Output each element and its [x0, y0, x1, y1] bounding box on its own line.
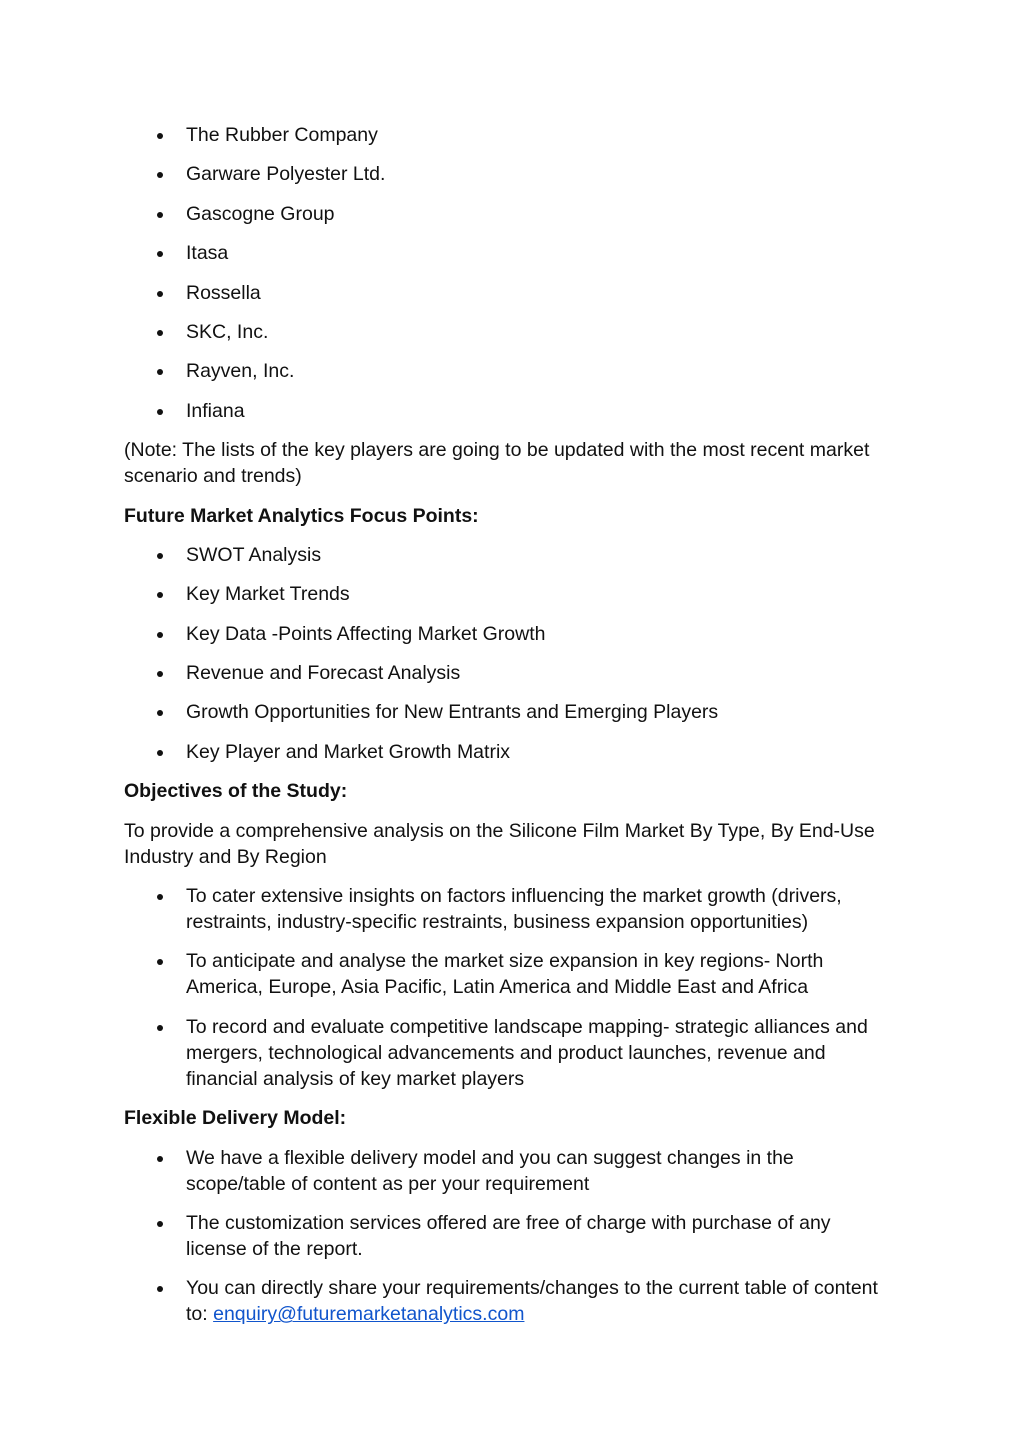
company-item: Garware Polyester Ltd.	[124, 161, 894, 187]
delivery-item: We have a flexible delivery model and you can suggest changes in the scope/table of content as per your requirement	[124, 1145, 894, 1197]
company-item: The Rubber Company	[124, 122, 894, 148]
objective-item: To record and evaluate competitive landscape mapping- strategic alliances and mergers, technological advancements and product launches, revenue and financial analysis of key market players	[124, 1014, 894, 1092]
objectives-heading: Objectives of the Study:	[124, 780, 348, 803]
company-item: Rossella	[124, 280, 894, 306]
objectives-list	[124, 883, 894, 1092]
focus-point-item: Revenue and Forecast Analysis	[124, 660, 894, 686]
focus-point-item: Key Player and Market Growth Matrix	[124, 739, 894, 765]
focus-point-item: SWOT Analysis	[124, 542, 894, 568]
key-players-note: (Note: The lists of the key players are going to be updated with the most recent market scenario and trends)	[124, 439, 870, 488]
focus-point-item: Growth Opportunities for New Entrants and Emerging Players	[124, 699, 894, 725]
focus-point-item: Key Data -Points Affecting Market Growth	[124, 621, 894, 647]
company-list	[124, 122, 894, 424]
delivery-list	[124, 1145, 894, 1328]
company-item: SKC, Inc.	[124, 319, 894, 345]
company-item: Infiana	[124, 398, 894, 424]
delivery-item-contact	[124, 1275, 894, 1327]
objectives-intro: To provide a comprehensive analysis on the Silicone Film Market By Type, By End-Use Industry and By Region	[124, 819, 875, 868]
focus-points-heading: Future Market Analytics Focus Points:	[124, 504, 479, 527]
objective-item: To anticipate and analyse the market size expansion in key regions- North America, Europe, Asia Pacific, Latin America and Middle East and Africa	[124, 948, 894, 1000]
objective-item: To cater extensive insights on factors influencing the market growth (drivers, restraints, industry-specific restraints, business expansion opportunities)	[124, 883, 894, 935]
company-item: Rayven, Inc.	[124, 358, 894, 384]
document-page	[124, 122, 894, 1341]
delivery-contact-text: You can directly share your requirements/changes to the current table of content to:	[186, 1277, 878, 1326]
company-item: Gascogne Group	[124, 201, 894, 227]
focus-point-item: Key Market Trends	[124, 581, 894, 607]
focus-points-list	[124, 542, 894, 765]
email-link[interactable]: enquiry@futuremarketanalytics.com	[213, 1303, 525, 1326]
delivery-heading: Flexible Delivery Model:	[124, 1107, 347, 1130]
company-item: Itasa	[124, 240, 894, 266]
delivery-item: The customization services offered are free of charge with purchase of any license of the report.	[124, 1210, 894, 1262]
